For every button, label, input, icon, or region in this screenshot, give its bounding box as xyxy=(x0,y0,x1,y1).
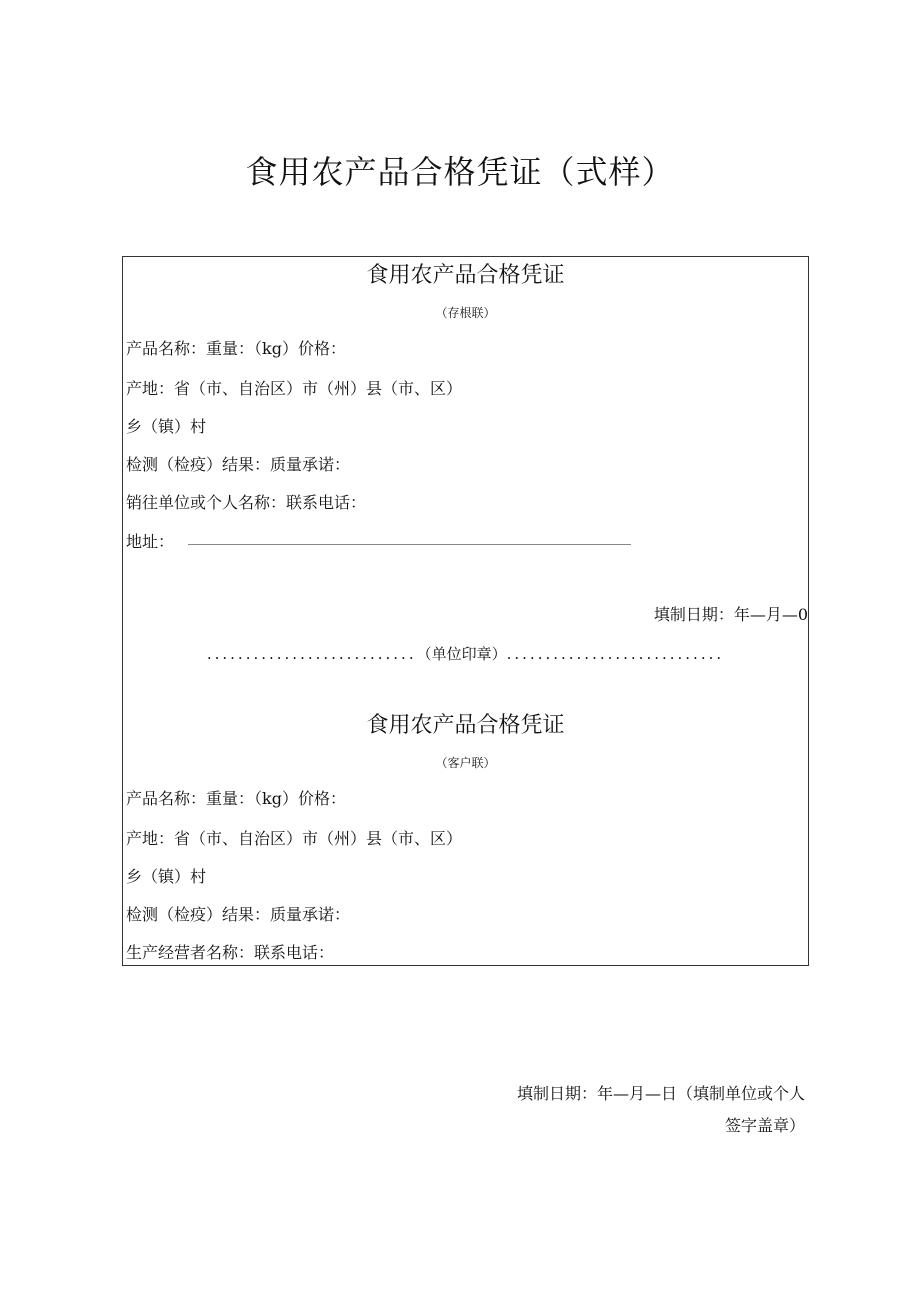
stub-township-line: 乡（镇）村 xyxy=(126,417,207,436)
stub-fill-date: 填制日期：年—月—0 xyxy=(653,605,808,624)
page-title: 食用农产品合格凭证（式样） xyxy=(245,153,675,191)
footer-signature: 签字盖章） xyxy=(724,1116,805,1135)
stub-inspection-line: 检测（检疫）结果：质量承诺： xyxy=(126,455,351,474)
stub-address-row xyxy=(126,530,631,554)
stub-origin-line: 产地：省（市、自治区）市（州）县（市、区） xyxy=(126,379,463,398)
seal-dots-left: ........................... xyxy=(206,645,417,663)
certificate-form xyxy=(122,256,809,966)
address-underline xyxy=(188,530,631,545)
seal-label: （单位印章） xyxy=(416,645,507,663)
stub-address-label: 地址： xyxy=(126,532,175,551)
stub-title: 食用农产品合格凭证 xyxy=(366,263,565,288)
customer-township-line: 乡（镇）村 xyxy=(126,867,207,886)
customer-inspection-line: 检测（检疫）结果：质量承诺： xyxy=(126,905,351,924)
footer-fill-date: 填制日期：年—月—日（填制单位或个人 xyxy=(516,1084,805,1103)
customer-origin-line: 产地：省（市、自治区）市（州）县（市、区） xyxy=(126,829,463,848)
seal-dots-right: ............................ xyxy=(506,645,725,663)
stub-subtitle: （存根联） xyxy=(435,306,496,320)
customer-subtitle: （客户联） xyxy=(435,756,496,770)
seal-row xyxy=(123,643,808,665)
customer-producer-line: 生产经营者名称：联系电话： xyxy=(126,943,335,962)
customer-title: 食用农产品合格凭证 xyxy=(366,713,565,738)
stub-buyer-line: 销往单位或个人名称：联系电话： xyxy=(126,493,367,512)
customer-product-line: 产品名称：重量：（kg）价格： xyxy=(126,789,346,808)
stub-product-line: 产品名称：重量：（kg）价格： xyxy=(126,339,346,358)
